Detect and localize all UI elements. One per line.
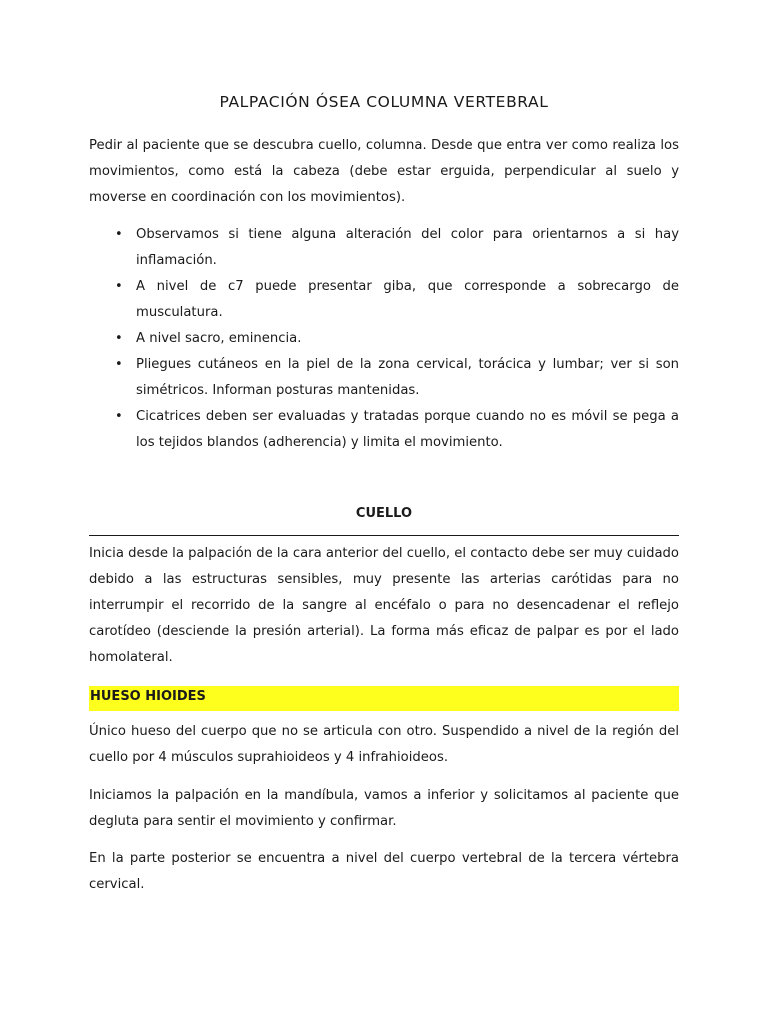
subsection-heading-hueso-hioides	[89, 686, 679, 711]
section-divider	[89, 535, 679, 536]
list-item	[89, 222, 679, 274]
list-item	[89, 404, 679, 456]
list-item	[89, 274, 679, 326]
list-item-text: Observamos si tiene alguna alteración del color para orientarnos a si hay inflamación.	[136, 227, 679, 268]
bullet-icon: •	[115, 279, 123, 294]
list-item-text: Cicatrices deben ser evaluadas y tratadas porque cuando no es móvil se pega a los tejidos blandos (adherencia) y limita el movimiento.	[136, 409, 679, 450]
subsection-paragraph: Único hueso del cuerpo que no se articula con otro. Suspendido a nivel de la región del cuello por 4 músculos suprahioideos y 4 infrahioideos.	[89, 724, 679, 765]
bullet-icon: •	[115, 357, 123, 372]
list-item-text: A nivel de c7 puede presentar giba, que corresponde a sobrecargo de musculatura.	[136, 279, 679, 320]
list-item	[89, 326, 679, 352]
intro-paragraph: Pedir al paciente que se descubra cuello, columna. Desde que entra ver como realiza los movimientos, como está la cabeza (debe estar erguida, perpendicular al suelo y moverse en coordinación con los movimientos).	[89, 138, 679, 205]
list-item	[89, 352, 679, 404]
document-title: PALPACIÓN ÓSEA COLUMNA VERTEBRAL	[219, 93, 549, 111]
bullet-icon: •	[115, 331, 123, 346]
section-heading-cuello: CUELLO	[355, 506, 413, 521]
subsection-paragraph: En la parte posterior se encuentra a nivel del cuerpo vertebral de la tercera vértebra cervical.	[89, 851, 679, 892]
observation-list	[89, 222, 679, 456]
bullet-icon: •	[115, 227, 123, 242]
bullet-icon: •	[115, 409, 123, 424]
subsection-paragraph: Iniciamos la palpación en la mandíbula, vamos a inferior y solicitamos al paciente que degluta para sentir el movimiento y confirmar.	[89, 788, 679, 829]
list-item-text: A nivel sacro, eminencia.	[136, 331, 302, 346]
section-paragraph: Inicia desde la palpación de la cara anterior del cuello, el contacto debe ser muy cuidado debido a las estructuras sensibles, muy presente las arterias carótidas para no interrumpir el recorrido de la sangre al encéfalo o para no desencadenar el reflejo carotídeo (desciende la presión arterial). La forma más eficaz de palpar es por el lado homolateral.	[89, 546, 679, 665]
list-item-text: Pliegues cutáneos en la piel de la zona cervical, torácica y lumbar; ver si son simétricos. Informan posturas mantenidas.	[136, 357, 679, 398]
subsection-heading-text: HUESO HIOIDES	[90, 689, 206, 704]
